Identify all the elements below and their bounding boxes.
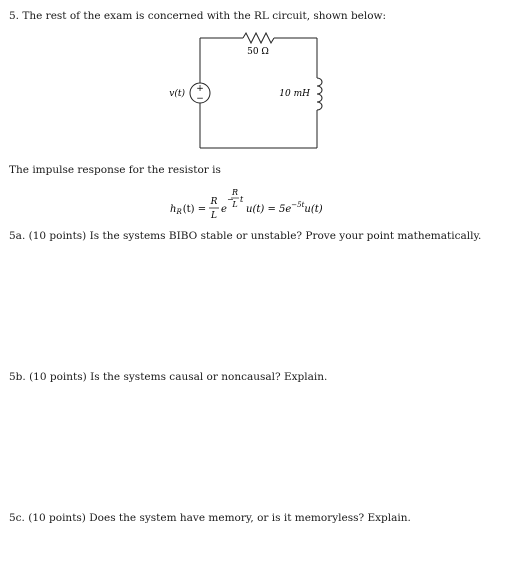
- part-5b: 5b. (10 points) Is the systems causal or noncausal? Explain.: [9, 371, 328, 383]
- part-5c: 5c. (10 points) Does the system have memory, or is it memoryless? Explain.: [9, 512, 411, 524]
- inductor-symbol: [317, 78, 322, 110]
- eq-exp-den: L: [232, 200, 238, 209]
- eq-exp-var: t: [240, 195, 244, 204]
- eq-exp-num: R: [231, 188, 239, 197]
- part-5a: 5a. (10 points) Is the systems BIBO stable or unstable? Prove your point mathematically.: [9, 230, 482, 242]
- eq-tail-exp: −5t: [291, 201, 305, 209]
- svg-text:u(t) = 5e−5tu(t): [246, 201, 323, 215]
- eq-lhs: h: [170, 204, 177, 215]
- eq-tail-2: u(t): [304, 204, 323, 215]
- eq-tail-1: u(t) = 5e: [246, 204, 292, 215]
- rl-circuit-diagram: [150, 30, 350, 155]
- question-5-intro: 5. The rest of the exam is concerned with the RL circuit, shown below:: [9, 10, 387, 22]
- source-minus-sign: −: [196, 94, 204, 104]
- eq-lhs-arg: (t) =: [182, 204, 207, 215]
- eq-frac-num: R: [210, 197, 218, 207]
- impulse-intro: The impulse response for the resistor is: [9, 164, 221, 176]
- inductor-label: 10 mH: [279, 89, 310, 99]
- eq-exp-base: e: [221, 204, 227, 215]
- impulse-response-equation: [170, 184, 370, 224]
- source-plus-sign: +: [196, 84, 204, 94]
- resistor-label: 50 Ω: [247, 47, 269, 57]
- resistor-symbol: [243, 33, 274, 43]
- eq-exp-sign: −: [227, 195, 234, 204]
- eq-lhs-sub: R: [176, 208, 182, 216]
- source-label: v(t): [169, 89, 185, 99]
- svg-text:hR(t) =: [170, 204, 206, 216]
- eq-frac-den: L: [211, 211, 217, 221]
